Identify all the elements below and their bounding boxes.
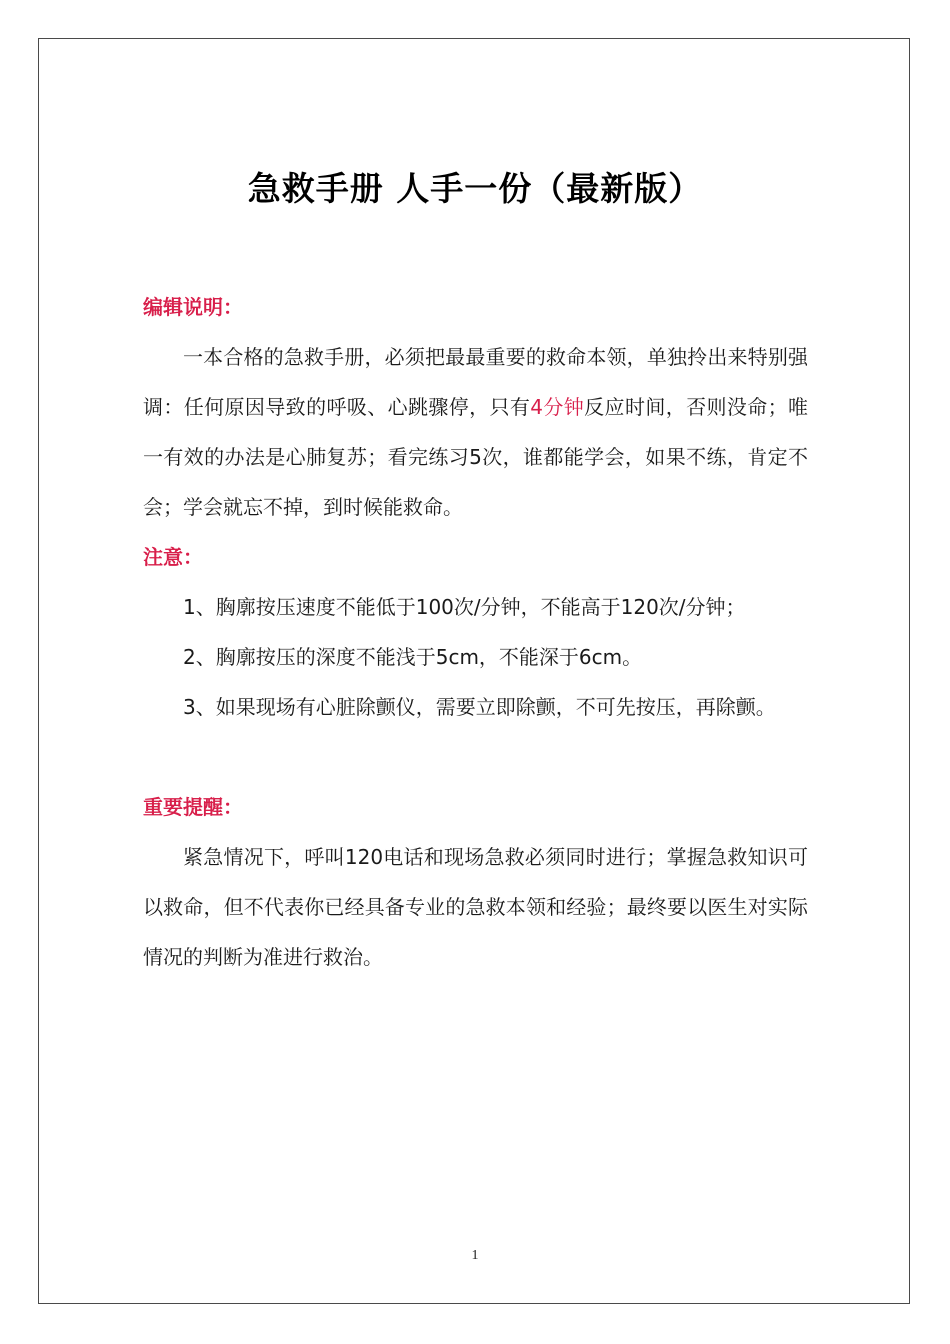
- page-number: 1: [471, 1248, 479, 1263]
- notice-item: 2、胸廓按压的深度不能浅于5cm，不能深于6cm。: [183, 645, 643, 669]
- editor-note-paragraph: [143, 332, 808, 532]
- notice-heading: 注意：: [143, 545, 203, 569]
- editor-note-heading: 编辑说明：: [143, 295, 243, 319]
- editor-note-highlight: 4分钟: [530, 395, 585, 419]
- document-body: [143, 282, 808, 982]
- notice-item: 1、胸廓按压速度不能低于100次/分钟，不能高于120次/分钟；: [183, 595, 746, 619]
- section-spacer: [143, 732, 808, 782]
- document-title: 急救手册 人手一份（最新版）: [247, 169, 703, 208]
- notice-item: 3、如果现场有心脏除颤仪，需要立即除颤，不可先按压，再除颤。: [183, 695, 776, 719]
- reminder-heading: 重要提醒：: [143, 795, 243, 819]
- reminder-paragraph: 紧急情况下，呼叫120电话和现场急救必须同时进行；掌握急救知识可以救命，但不代表你已经具备专业的急救本领和经验；最终要以医生对实际情况的判断为准进行救治。: [143, 845, 808, 969]
- editor-note-text-part-1: 一本合格的急救手册，必须把最最重要的救命本领，单独拎出来特别强调：任何原因导致的呼吸、心跳骤停，只有: [143, 345, 808, 419]
- editor-note-text-part-2: 反应时间，否则没命；唯一有效的办法是心肺复苏；看完练习5次，谁都能学会，如果不练，肯定不会；学会就忘不掉，到时候能救命。: [143, 395, 809, 519]
